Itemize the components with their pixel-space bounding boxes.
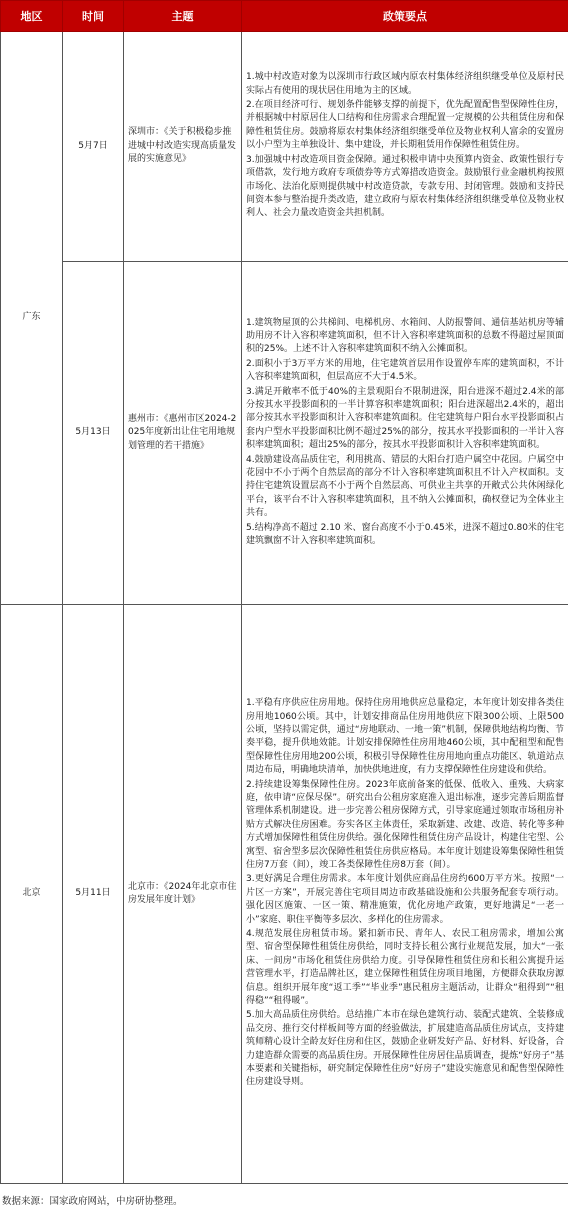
table-row	[1, 32, 568, 262]
date-cell: 5月13日	[63, 262, 124, 605]
region-cell: 北京	[1, 605, 63, 1184]
policy-point: 4.规范发展住房租赁市场。紧扣新市民、青年人、农民工租房需求，增加公寓型、宿舍型保障性租赁住房供给，同时支持长租公寓行业规范发展，加大“一张床、一间房”市场化租赁住房供给力度。引导保障性租赁住房和长租公寓提升运营管理水平，打造品牌社区，建立保障性租赁住房项目地图，方便群众获取房源信息。组织开展年度“返工季”“毕业季”惠民租房主题活动，让群众“租得到”“租得稳”“租得暖”。	[246, 929, 564, 1007]
policy-point: 2.面积小于3万平方米的用地，住宅建筑首层用作设置停车库的建筑面积，不计入容积率建筑面积，但层高应不大于4.5米。	[246, 358, 564, 383]
policy-point: 2.持续建设筹集保障性住房。2023年底前备案的低保、低收入、重残、大病家庭，依申请“应保尽保”。研究出台公租房家庭准入退出标准，逐步完善后期监督管理体系机制建设。进一步完善公租房保障方式，引导家庭通过领取市场租房补贴方式解决住房困难。夯实各区主体责任，采取新建、改建、改造、转化等多种方式增加保障性租赁住房供给。强化保障性租赁住房产品设计，构建住宅型、公寓型、宿舍型多层次保障性租赁住房供应格局。本年度计划建设筹集保障性租赁住房7万套（间），竣工各类保障性住房8万套（间）。	[246, 779, 564, 870]
policy-point: 4.鼓励建设高品质住宅，利用挑高、错层的大阳台打造户属空中花园。户属空中花园中不小于两个自然层高的部分不计入容积率建筑面积且不计入产权面积。支持住宅建筑设置层高不小于两个自然层高、可供业主共享的开敞式公共休闲绿化平台，该平台不计入容积率建筑面积，且不纳入公摊面积，确权登记为全体业主共有。	[246, 454, 564, 519]
table-row	[1, 605, 568, 1184]
points-cell	[242, 32, 568, 262]
header-date: 时间	[63, 1, 124, 32]
policy-point: 3.加强城中村改造项目资金保障。通过积极申请中央预算内资金、政策性银行专项借款，发行地方政府专项债券等方式筹措改造资金。鼓励银行业金融机构按照市场化、法治化原则提供城中村改造贷款，专款专用、封闭管理。鼓励和支持民间资本参与整治提升类改造，建立政府与原农村集体经济组织继受单位及物业权利人、社会力量改造资金共担机制。	[246, 154, 564, 219]
topic-cell: 深圳市：《关于积极稳步推进城中村改造实现高质量发展的实施意见》	[124, 32, 242, 262]
points-cell	[242, 262, 568, 605]
policy-point: 1.建筑物屋顶的公共梯间、电梯机房、水箱间、人防报警间、通信基站机房等辅助用房不计入容积率建筑面积，但不计入容积率建筑面积的总数不得超过屋顶面积的25%。上述不计入容积率建筑面积不纳入公摊面积。	[246, 317, 564, 355]
policy-point: 1.平稳有序供应住房用地。保持住房用地供应总量稳定，本年度计划安排各类住房用地1060公顷。其中，计划安排商品住房用地供应下限300公顷、上限500公顷，坚持以需定供，通过“房地联动、一地一策”机制，保障供地结构均衡、节奏平稳，提升供地效能。计划安排保障性住房用地460公顷，其中配租型和配售型保障性住房用地200公顷，积极引导保障性住房用地向重点功能区、轨道站点周边布局，明确地块清单，加快供地进度，有力支撑保障性住房建设和供给。	[246, 698, 564, 776]
date-cell: 5月11日	[63, 605, 124, 1184]
policy-point: 1.城中村改造对象为以深圳市行政区域内原农村集体经济组织继受单位及原村民实际占有使用的现状居住用地为主的区域。	[246, 72, 564, 96]
policy-point: 5.加大高品质住房供给。总结推广本市在绿色建筑行动、装配式建筑、全装修成品交房、推行交付样板间等方面的经验做法，扩展建造高品质住房试点，支持建筑师精心设计全龄友好住房和住区，鼓励企业研发好产品、好材料、好设备，合力建造群众需要的高品质住房。开展保障性住房居住品质调查，提炼“好房子”基本要素和关键指标，研究制定保障性住房“好房子”建设实施意见和配售型保障性住房建设导则。	[246, 1010, 564, 1088]
policy-point: 3.更好满足合理住房需求。本年度计划供应商品住房约600万平方米。按照“一片区一方案”，开展完善住宅项目周边市政基础设施和公共服务配套专项行动。强化因区施策、一区一策、精准施策，优化房地产政策，更好地满足“一老一小”家庭、职住平衡等多层次、多样化的住房需求。	[246, 874, 564, 925]
header-topic: 主题	[124, 1, 242, 32]
policy-point: 2.在项目经济可行、规划条件能够支撑的前提下，优先配置配售型保障性住房，并根据城中村原居住人口结构和住房需求合理配置一定规模的公共租赁住房和保障性租赁住房。鼓励将原农村集体经济组织继受单位及物业权利人富余的安置房以小户型为主单独设计、集中建设，并长期租赁用作保障性租赁住房。	[246, 100, 564, 151]
table-row	[1, 262, 568, 605]
topic-cell: 北京市：《2024年北京市住房发展年度计划》	[124, 605, 242, 1184]
policy-point: 3.满足开敞率不低于40%的主景观阳台不限制进深，阳台进深不超过2.4米的部分按其水平投影面积的一半计算容积率建筑面积；阳台进深超出2.4米的，超出部分按其水平投影面积计入容积率建筑面积。住宅建筑每户阳台水平投影面积占套内户型水平投影面积比例不超过25%的部分，按其水平投影面积的一半计入容积率建筑面积；超出25%的部分，按其水平投影面积计入容积率建筑面积。	[246, 386, 564, 451]
header-region: 地区	[1, 1, 63, 32]
policy-point: 5.结构净高不超过 2.10 米、窗台高度不小于0.45米，进深不超过0.80米的住宅建筑飘窗不计入容积率建筑面积。	[246, 522, 564, 547]
table-header-row	[1, 1, 568, 32]
topic-cell: 惠州市：《惠州市区2024-2025年度新出让住宅用地规划管理的若干措施》	[124, 262, 242, 605]
points-cell	[242, 605, 568, 1184]
header-points: 政策要点	[242, 1, 568, 32]
region-cell: 广东	[1, 32, 63, 605]
date-cell: 5月7日	[63, 32, 124, 262]
source-note: 数据来源：国家政府网站，中房研协整理。	[2, 1196, 183, 1207]
